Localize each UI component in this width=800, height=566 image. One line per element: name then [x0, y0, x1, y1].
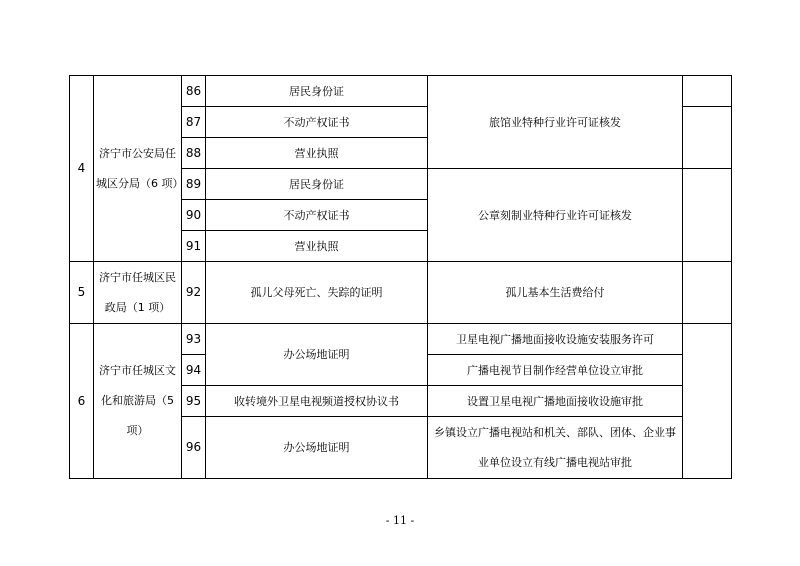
material-cell: 不动产权证书	[206, 107, 428, 138]
material-cell: 居民身份证	[206, 169, 428, 200]
empty-cell	[683, 324, 732, 479]
item-cell: 设置卫星电视广播地面接收设施审批	[428, 386, 683, 417]
group-number: 5	[70, 262, 94, 324]
row-id: 86	[182, 76, 206, 107]
item-cell: 卫星电视广播地面接收设施安装服务许可	[428, 324, 683, 355]
material-cell: 收转境外卫星电视频道授权协议书	[206, 386, 428, 417]
item-cell: 公章刻制业特种行业许可证核发	[428, 169, 683, 262]
row-id: 96	[182, 417, 206, 479]
material-cell: 办公场地证明	[206, 324, 428, 386]
empty-cell	[683, 76, 732, 107]
document-table	[69, 75, 732, 479]
material-cell: 居民身份证	[206, 76, 428, 107]
row-id: 89	[182, 169, 206, 200]
material-cell: 孤儿父母死亡、失踪的证明	[206, 262, 428, 324]
table-row	[70, 262, 732, 324]
material-cell: 营业执照	[206, 231, 428, 262]
group-number: 6	[70, 324, 94, 479]
empty-cell	[683, 107, 732, 169]
row-id: 93	[182, 324, 206, 355]
row-id: 87	[182, 107, 206, 138]
table-row	[70, 324, 732, 355]
material-cell: 营业执照	[206, 138, 428, 169]
row-id: 94	[182, 355, 206, 386]
item-cell: 旅馆业特种行业许可证核发	[428, 76, 683, 169]
table-row	[70, 76, 732, 107]
item-cell: 广播电视节目制作经营单位设立审批	[428, 355, 683, 386]
group-number: 4	[70, 76, 94, 262]
empty-cell	[683, 169, 732, 262]
material-cell: 办公场地证明	[206, 417, 428, 479]
row-id: 92	[182, 262, 206, 324]
item-cell: 乡镇设立广播电视站和机关、部队、团体、企业事业单位设立有线广播电视站审批	[428, 417, 683, 479]
page-number: - 11 -	[385, 514, 415, 527]
department-name: 济宁市任城区民政局（1 项）	[94, 262, 182, 324]
item-cell: 孤儿基本生活费给付	[428, 262, 683, 324]
empty-cell	[683, 262, 732, 324]
row-id: 91	[182, 231, 206, 262]
material-cell: 不动产权证书	[206, 200, 428, 231]
department-name: 济宁市任城区文化和旅游局（5 项）	[94, 324, 182, 479]
row-id: 95	[182, 386, 206, 417]
row-id: 88	[182, 138, 206, 169]
row-id: 90	[182, 200, 206, 231]
department-name: 济宁市公安局任城区分局（6 项）	[94, 76, 182, 262]
